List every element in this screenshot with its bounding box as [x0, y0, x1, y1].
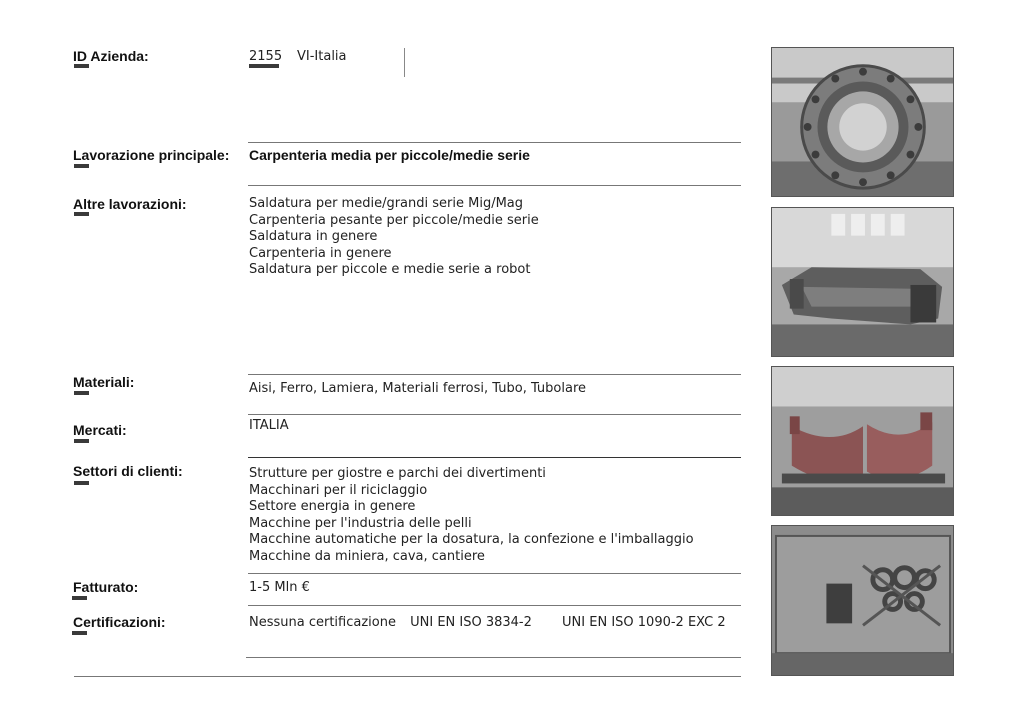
- list-item: Macchine automatiche per la dosatura, la confezione e l'imballaggio: [249, 532, 694, 547]
- id-divider: [404, 48, 405, 77]
- rule-materiali-top: [248, 374, 741, 375]
- label-marker: [74, 439, 89, 443]
- id-number: 2155: [249, 49, 283, 64]
- label-certificazioni: Certificazioni:: [73, 614, 166, 630]
- id-underline-marker: [249, 64, 279, 68]
- photo-steel-panel: [771, 525, 954, 676]
- photo-welded-frame: [771, 207, 954, 357]
- certificazione-item: UNI EN ISO 3834-2: [410, 615, 532, 630]
- rule-lavorazione-top: [248, 142, 741, 143]
- list-item: Saldatura per piccole e medie serie a robot: [249, 262, 531, 277]
- label-marker: [74, 164, 89, 168]
- label-settori-clienti: Settori di clienti:: [73, 463, 183, 479]
- list-item: Macchinari per il riciclaggio: [249, 482, 428, 498]
- label-marker: [74, 481, 89, 485]
- list-item: Carpenteria in genere: [249, 245, 392, 261]
- rule-fatturato-bottom: [248, 605, 741, 606]
- list-item: Settore energia in genere: [249, 499, 416, 514]
- mercati-value: ITALIA: [249, 418, 289, 433]
- certificazione-item: UNI EN ISO 1090-2 EXC 2: [562, 615, 726, 630]
- list-item: Saldatura per medie/grandi serie Mig/Mag: [249, 196, 524, 211]
- rule-mercati-bottom: [248, 457, 741, 458]
- certificazioni-value: [249, 615, 736, 630]
- label-materiali: Materiali:: [73, 374, 135, 390]
- rule-lavorazione-bottom: [248, 185, 741, 186]
- settori-clienti-list: [249, 466, 694, 565]
- certificazione-item: Nessuna certificazione: [249, 615, 396, 630]
- rule-certificazioni-bottom: [246, 657, 741, 658]
- label-mercati: Mercati:: [73, 422, 127, 438]
- rule-settori-bottom: [248, 573, 741, 574]
- rule-page-bottom: [74, 676, 741, 677]
- list-item: Carpenteria pesante per piccole/medie serie: [249, 212, 539, 228]
- photo-flanged-ring: [771, 47, 954, 197]
- label-marker: [72, 596, 87, 600]
- list-item: Macchine per l'industria delle pelli: [249, 515, 472, 531]
- materiali-value: Aisi, Ferro, Lamiera, Materiali ferrosi, Tubo, Tubolare: [249, 381, 587, 396]
- label-lavorazione-principale: Lavorazione principale:: [73, 147, 230, 163]
- photo-red-cradle: [771, 366, 954, 516]
- label-marker: [74, 391, 89, 395]
- list-item: Saldatura in genere: [249, 229, 378, 244]
- rule-materiali-bottom: [248, 414, 741, 415]
- label-marker: [74, 212, 89, 216]
- label-altre-lavorazioni: Altre lavorazioni:: [73, 196, 187, 212]
- list-item: Strutture per giostre e parchi dei divertimenti: [249, 466, 546, 481]
- list-item: Macchine da miniera, cava, cantiere: [249, 548, 485, 564]
- lavorazione-principale-value: Carpenteria media per piccole/medie serie: [249, 147, 530, 163]
- id-location: VI-Italia: [297, 49, 347, 64]
- label-marker: [72, 631, 87, 635]
- label-id-azienda: ID Azienda:: [73, 48, 149, 64]
- label-marker: [74, 64, 89, 68]
- altre-lavorazioni-list: [249, 196, 539, 279]
- label-fatturato: Fatturato:: [73, 579, 139, 595]
- fatturato-value: 1-5 Mln €: [249, 580, 310, 595]
